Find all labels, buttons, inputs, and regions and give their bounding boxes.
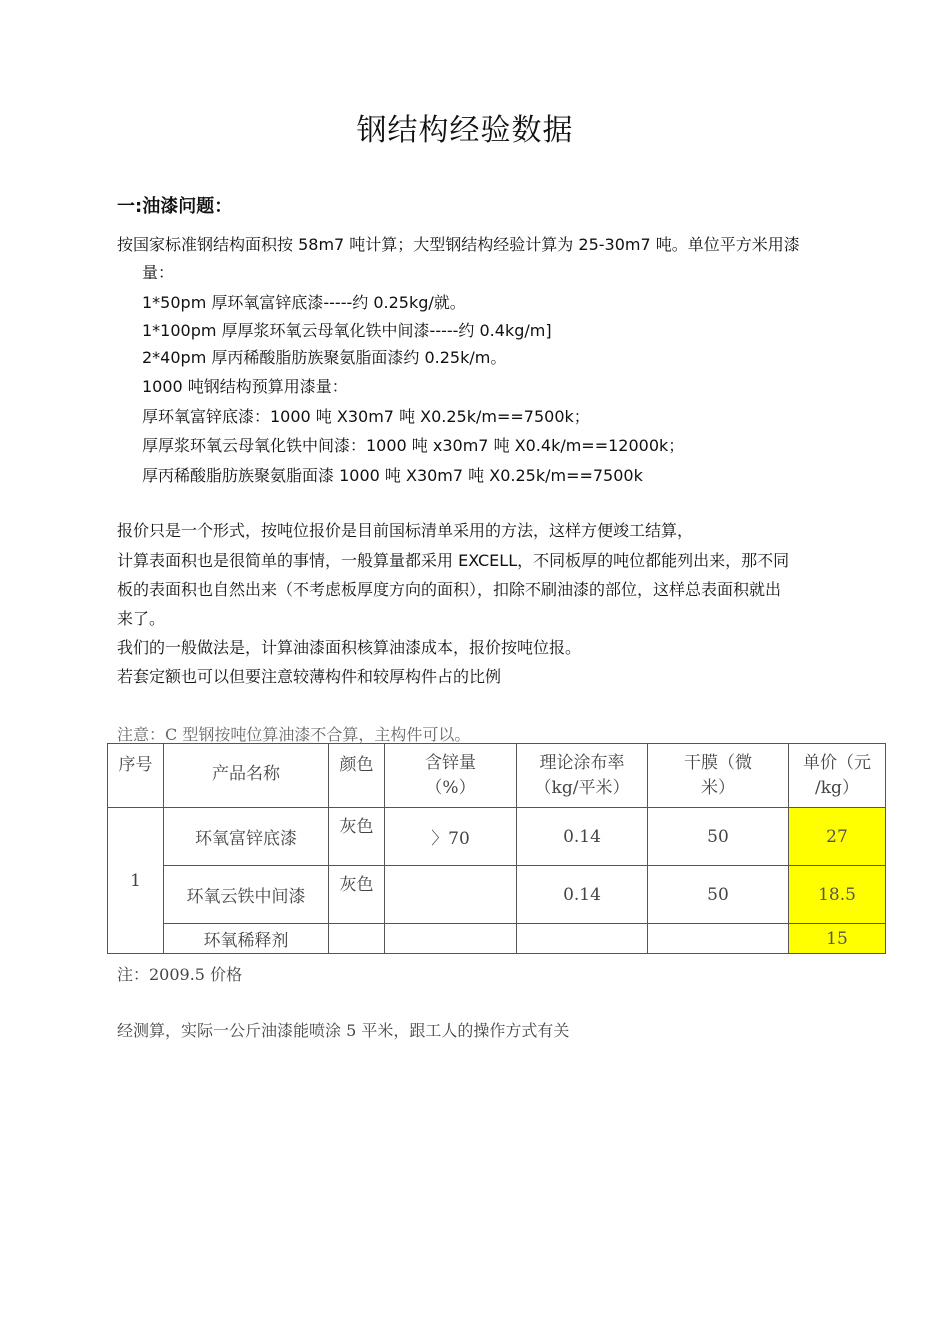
- table-note: 注意：C 型钢按吨位算油漆不合算，主构件可以。: [117, 725, 471, 744]
- page-title: 钢结构经验数据: [356, 113, 574, 148]
- table-row: [108, 924, 886, 954]
- header-name: 产品名称: [164, 744, 329, 808]
- quote-line: 板的表面积也自然出来（不考虑板厚度方向的面积），扣除不刷油漆的部位，这样总表面积就出: [117, 580, 782, 599]
- cell-name: 环氧富锌底漆: [164, 808, 329, 866]
- header-film: 干膜（微 米）: [648, 744, 789, 808]
- paint-budget-primer: 厚环氧富锌底漆：1000 吨 X30m7 吨 X0.25k/m==7500k；: [142, 407, 590, 426]
- cell-film: 50: [648, 866, 789, 924]
- cell-color: 灰色: [329, 866, 385, 924]
- section-heading: 一:油漆问题：: [117, 196, 233, 217]
- cell-seq: 1: [108, 808, 164, 954]
- table-header-row: [108, 744, 886, 808]
- quote-line: 若套定额也可以但要注意较薄构件和较厚构件占的比例: [117, 667, 502, 686]
- paint-item-primer: 1*50pm 厚环氧富锌底漆-----约 0.25kg/就。: [142, 293, 466, 312]
- cell-color: 灰色: [329, 808, 385, 866]
- cell-name: 环氧云铁中间漆: [164, 866, 329, 924]
- paint-budget-heading: 1000 吨钢结构预算用漆量：: [142, 377, 348, 396]
- cell-price: 15: [789, 924, 886, 954]
- table-row: [108, 808, 886, 866]
- header-zinc: 含锌量 （%）: [385, 744, 517, 808]
- cell-film: [648, 924, 789, 954]
- paint-item-intermediate: 1*100pm 厚厚浆环氧云母氧化铁中间漆-----约 0.4kg/m]: [142, 321, 552, 340]
- quote-line: 来了。: [117, 609, 166, 628]
- cell-rate: 0.14: [517, 808, 648, 866]
- footnote-spray-coverage: 经测算，实际一公斤油漆能喷涂 5 平米，跟工人的操作方式有关: [117, 1021, 570, 1040]
- paint-intro-line: 按国家标准钢结构面积按 58m7 吨计算；大型钢结构经验计算为 25-30m7 吨。单位平方米用漆: [117, 235, 800, 254]
- cell-film: 50: [648, 808, 789, 866]
- cell-color: [329, 924, 385, 954]
- paint-price-table: [107, 743, 886, 954]
- cell-zinc: [385, 924, 517, 954]
- footnote-price-date: 注：2009.5 价格: [117, 965, 243, 984]
- table-row: [108, 866, 886, 924]
- cell-name: 环氧稀释剂: [164, 924, 329, 954]
- cell-rate: [517, 924, 648, 954]
- cell-price: 27: [789, 808, 886, 866]
- header-color: 颜色: [329, 744, 385, 808]
- quote-line: 我们的一般做法是，计算油漆面积核算油漆成本，报价按吨位报。: [117, 638, 582, 657]
- quote-line: 报价只是一个形式，按吨位报价是目前国标清单采用的方法，这样方便竣工结算，: [117, 521, 694, 540]
- paint-budget-intermediate: 厚厚浆环氧云母氧化铁中间漆：1000 吨 x30m7 吨 X0.4k/m==12000k；: [142, 436, 685, 455]
- quote-line: 计算表面积也是很简单的事情，一般算量都采用 EXCELL，不同板厚的吨位都能列出来，那不同: [117, 551, 790, 570]
- cell-zinc: 〉70: [385, 808, 517, 866]
- paint-budget-topcoat: 厚丙稀酸脂肪族聚氨脂面漆 1000 吨 X30m7 吨 X0.25k/m==7500k: [142, 466, 643, 485]
- paint-item-topcoat: 2*40pm 厚丙稀酸脂肪族聚氨脂面漆约 0.25k/m。: [142, 348, 507, 367]
- header-seq: 序号: [108, 744, 164, 808]
- cell-zinc: [385, 866, 517, 924]
- cell-rate: 0.14: [517, 866, 648, 924]
- paint-intro-line-cont: 量：: [142, 263, 175, 282]
- header-rate: 理论涂布率 （kg/平米）: [517, 744, 648, 808]
- cell-price: 18.5: [789, 866, 886, 924]
- header-price: 单价（元 /kg）: [789, 744, 886, 808]
